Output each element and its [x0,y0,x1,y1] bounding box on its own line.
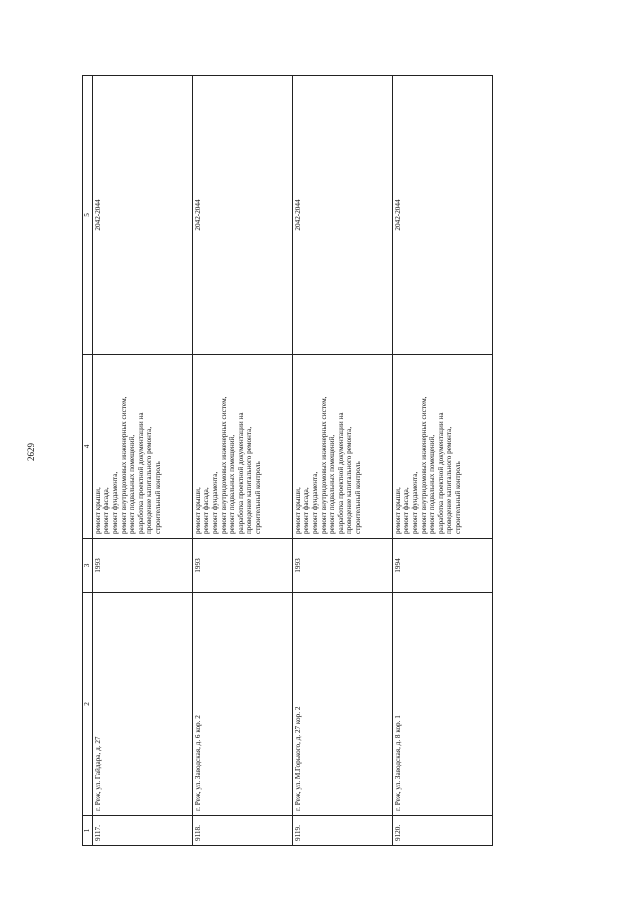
construction-year-cell: 1994 [392,539,492,593]
column-header-4: 4 [83,355,93,539]
work-item: ремонт фасада, [102,487,111,534]
work-item: строительный контроль [254,461,263,534]
work-item: ремонт крыши, [93,487,102,534]
table-row [292,76,392,846]
works-cell [192,355,292,539]
work-item: ремонт крыши, [393,487,402,534]
work-item: ремонт фундамента, [310,471,319,534]
works-cell [392,355,492,539]
repair-period-cell: 2042-2044 [192,76,292,355]
work-item: ремонт внутридомовых инженерных систем, [319,396,328,534]
work-item: строительный контроль [154,461,163,534]
repair-schedule-table [82,75,493,846]
work-item: проведение капитального ремонта, [345,426,354,534]
work-item: ремонт подвальных помещений, [428,434,437,534]
work-item: ремонт подвальных помещений, [228,434,237,534]
construction-year-cell: 1993 [192,539,292,593]
work-item: разработка проектной документации на [136,412,145,534]
construction-year-cell: 1993 [292,539,392,593]
table-header-row [83,76,93,846]
repair-period-cell: 2042-2044 [92,76,192,355]
row-number: 9118. [192,816,292,846]
work-item: ремонт подвальных помещений, [328,434,337,534]
work-item: ремонт крыши, [193,487,202,534]
address-cell: г. Реж, ул. Гайдара, д. 27 [92,593,192,816]
work-item: ремонт фасада, [302,487,311,534]
repair-period-cell: 2042-2044 [392,76,492,355]
work-item: ремонт подвальных помещений, [128,434,137,534]
work-item: проведение капитального ремонта, [145,426,154,534]
row-number: 9117. [92,816,192,846]
address-cell: г. Реж, ул. М.Горького, д. 27 кор. 2 [292,593,392,816]
work-item: ремонт крыши, [293,487,302,534]
work-item: ремонт фундамента, [410,471,419,534]
works-cell [92,355,192,539]
work-item: ремонт внутридомовых инженерных систем, [219,396,228,534]
work-item: ремонт фасада, [402,487,411,534]
table-row [192,76,292,846]
work-item: разработка проектной документации на [236,412,245,534]
table-row [92,76,192,846]
repair-period-cell: 2042-2044 [292,76,392,355]
work-item: разработка проектной документации на [336,412,345,534]
row-number: 9119. [292,816,392,846]
work-item: ремонт внутридомовых инженерных систем, [119,396,128,534]
construction-year-cell: 1993 [92,539,192,593]
column-header-2: 2 [83,593,93,816]
work-item: разработка проектной документации на [436,412,445,534]
document-table-wrapper [82,76,508,846]
row-number: 9120. [392,816,492,846]
work-item: ремонт фасада, [202,487,211,534]
work-item: ремонт фундамента, [210,471,219,534]
column-header-5: 5 [83,76,93,355]
works-cell [292,355,392,539]
table-row [392,76,492,846]
work-item: проведение капитального ремонта, [445,426,454,534]
column-header-1: 1 [83,816,93,846]
work-item: строительный контроль [354,461,363,534]
page-number: 2629 [26,443,36,461]
work-item: ремонт внутридомовых инженерных систем, [419,396,428,534]
address-cell: г. Реж, ул. Заводская, д. 8 кор. 1 [392,593,492,816]
column-header-3: 3 [83,539,93,593]
work-item: ремонт фундамента, [110,471,119,534]
address-cell: г. Реж, ул. Заводская, д. 6 кор. 2 [192,593,292,816]
work-item: проведение капитального ремонта, [245,426,254,534]
work-item: строительный контроль [454,461,463,534]
